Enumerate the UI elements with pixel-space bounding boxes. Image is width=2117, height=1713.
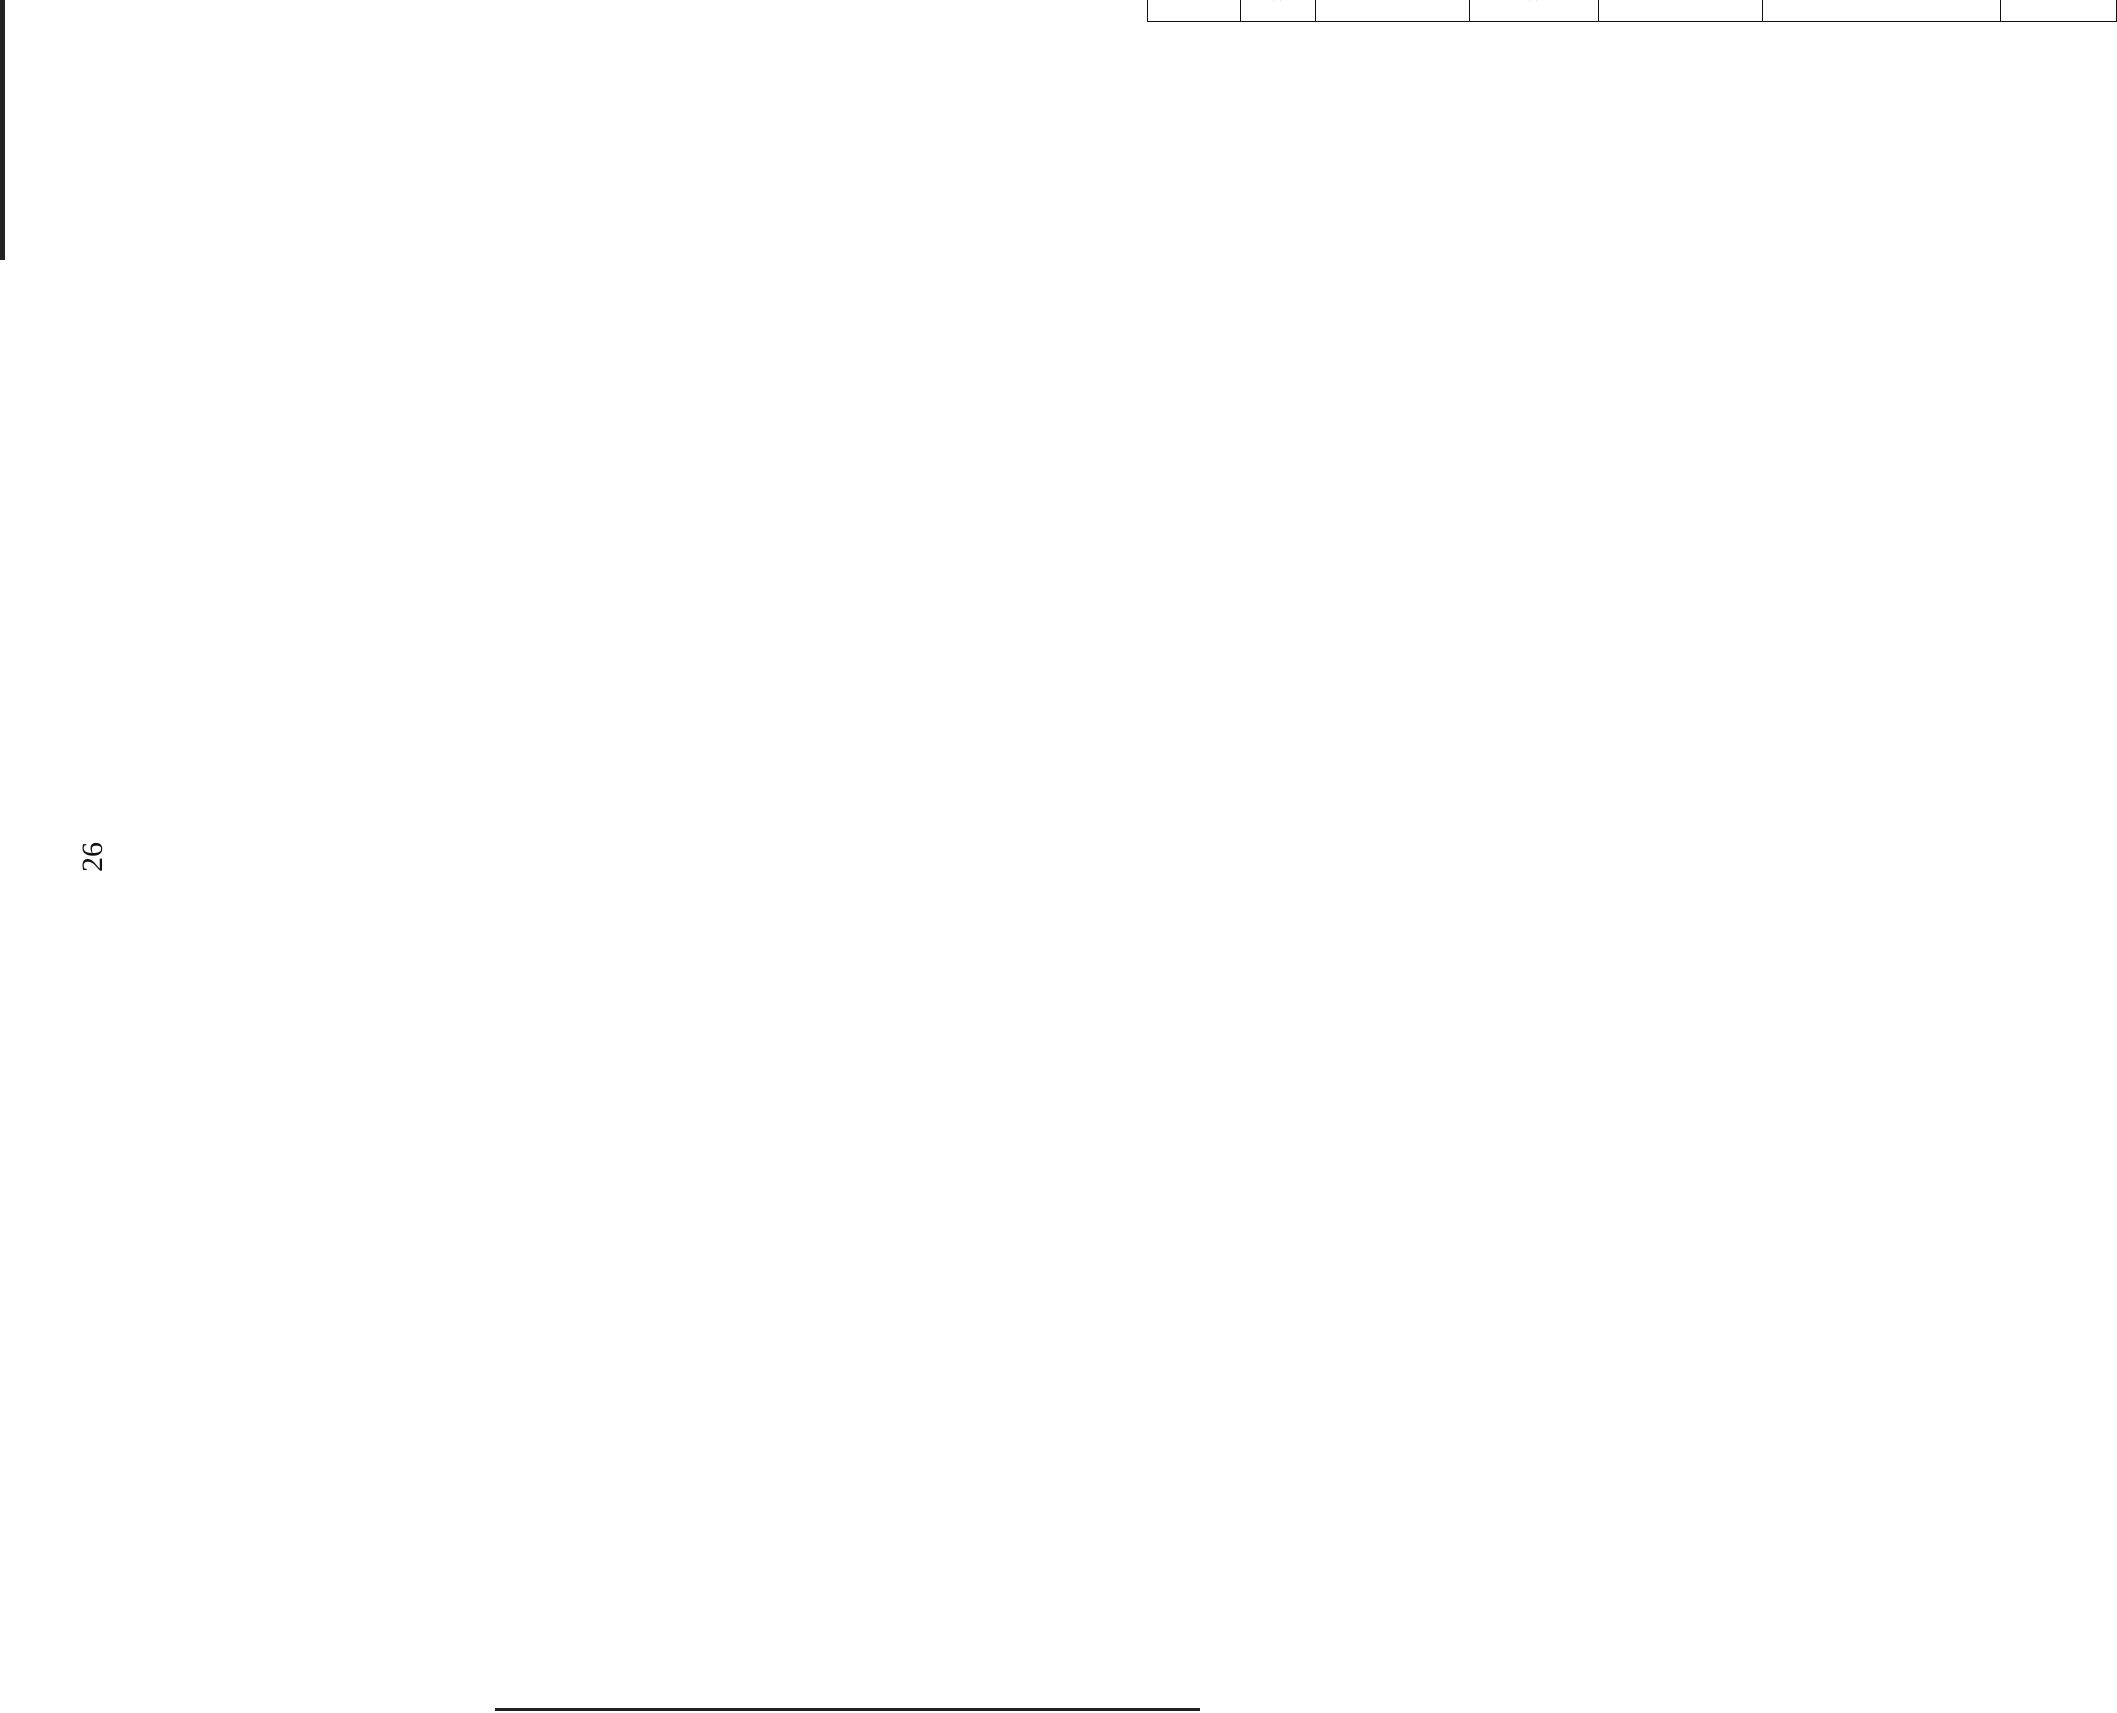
table-row: [1763, 0, 1840, 22]
table-row: [1316, 0, 1352, 22]
cell-n: [1763, 0, 2001, 22]
budget-table: [1147, 0, 2117, 22]
cell-n: [2001, 0, 2117, 22]
table-row: [1240, 0, 1316, 22]
scan-bottom-line: [495, 1708, 1200, 1711]
table-row: [1470, 0, 1599, 22]
rotated-table-container: [1147, 0, 2117, 22]
col-n-header: [1148, 0, 1241, 22]
cell-n: [1316, 0, 1470, 22]
scan-edge-mark: [0, 0, 5, 260]
cell-n: [1470, 0, 1599, 22]
page-number: 26: [76, 842, 109, 872]
table-row: [2001, 0, 2049, 22]
cell-n: [1240, 0, 1316, 22]
header-row-1: [1148, 0, 1174, 22]
table-row: [1598, 0, 1662, 22]
cell-n: [1598, 0, 1763, 22]
